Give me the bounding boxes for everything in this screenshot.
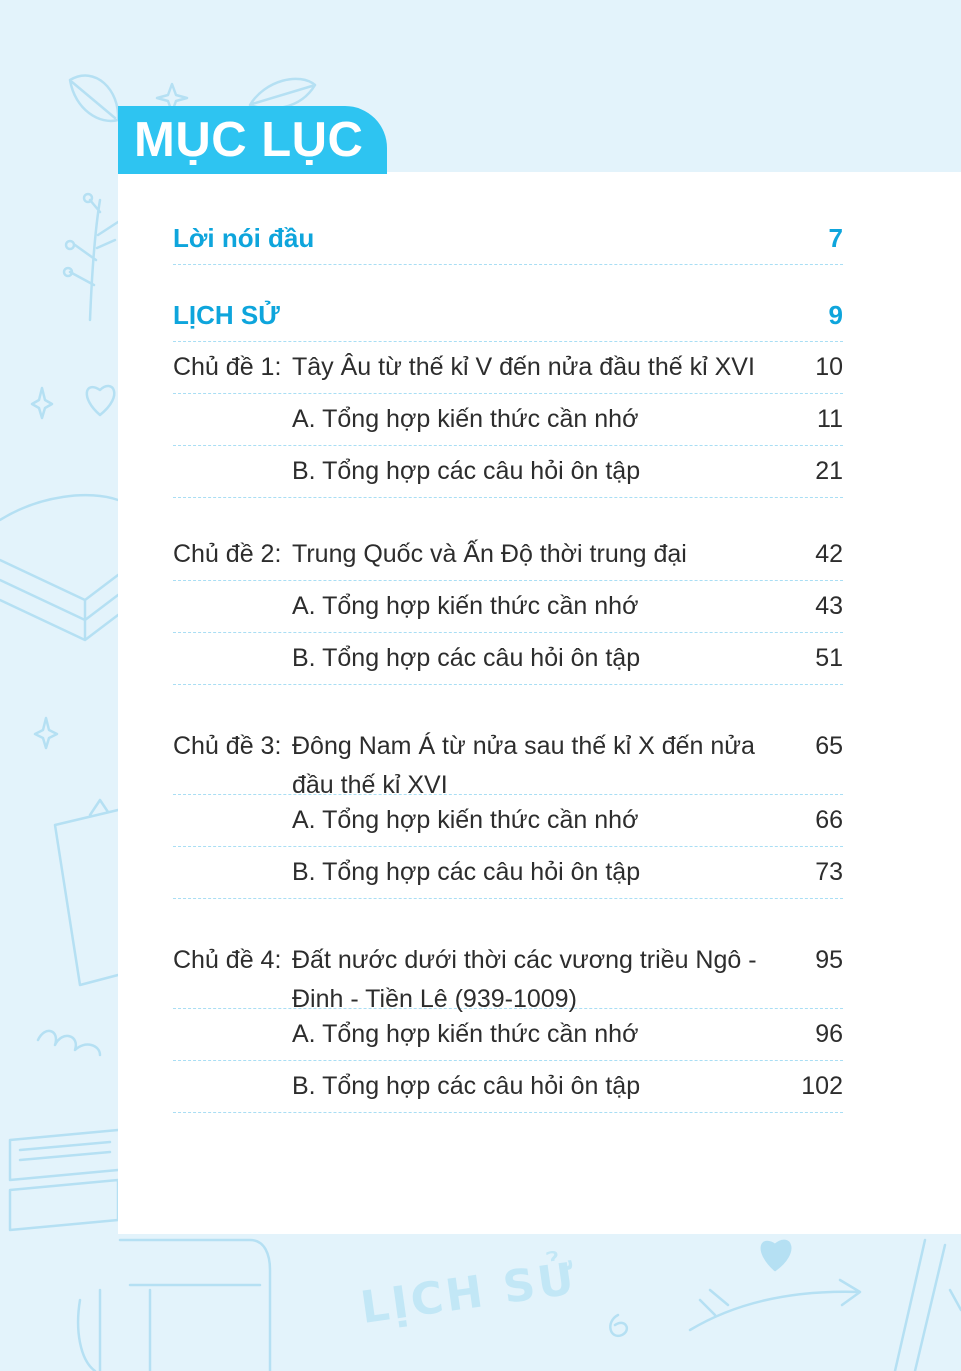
toc-page-number: 9 [828,300,843,330]
toc-heading-label: Lời nói đầu [173,223,315,253]
toc-topic-title: Trung Quốc và Ấn Độ thời trung đại [292,540,687,568]
toc-topic-label: Chủ đề 2: [173,540,282,568]
toc-row-subsection[interactable] [173,633,843,685]
toc-page-number: 51 [815,644,843,672]
toc-row-subsection[interactable] [173,581,843,633]
toc-row-subsection[interactable] [173,1009,843,1061]
toc-page-number: 42 [815,540,843,568]
toc-page-number: 96 [815,1020,843,1048]
toc-topic-title: Tây Âu từ thế kỉ V đến nửa đầu thế kỉ XVI [292,353,755,381]
toc-row-subsection[interactable] [173,394,843,446]
toc-page-number: 95 [815,946,843,974]
toc-row-section-history[interactable] [173,289,843,342]
toc-row-subsection[interactable] [173,847,843,899]
toc-page-number: 73 [815,858,843,886]
toc-row-topic-2[interactable] [173,529,843,581]
toc-subsection-title: A. Tổng hợp kiến thức cần nhớ [292,806,639,834]
page-title: MỤC LỤC [134,113,364,167]
table-of-contents [173,212,843,1113]
toc-subsection-title: B. Tổng hợp các câu hỏi ôn tập [292,457,641,485]
toc-row-subsection[interactable] [173,446,843,498]
watermark-text: LỊCH SỬ [357,1253,581,1334]
toc-row-subsection[interactable] [173,795,843,847]
toc-topic-label: Chủ đề 4: [173,946,282,974]
toc-topic-label: Chủ đề 3: [173,732,282,760]
toc-page-number: 11 [817,405,843,433]
toc-row-topic-1[interactable] [173,342,843,394]
toc-row-foreword[interactable] [173,212,843,265]
toc-row-topic-4[interactable] [173,930,843,1013]
toc-row-topic-3[interactable] [173,716,843,799]
toc-subsection-title: B. Tổng hợp các câu hỏi ôn tập [292,1072,641,1100]
toc-topic-label: Chủ đề 1: [173,353,282,381]
toc-topic-title: Đất nước dưới thời các vương triều Ngô - Đinh - Tiền Lê (939-1009) [292,946,757,1013]
toc-heading-label: LỊCH SỬ [173,300,280,330]
toc-subsection-title: A. Tổng hợp kiến thức cần nhớ [292,1020,639,1048]
toc-page-number: 66 [815,806,843,834]
toc-subsection-title: A. Tổng hợp kiến thức cần nhớ [292,592,639,620]
toc-page-number: 65 [815,732,843,760]
toc-page-number: 102 [801,1072,843,1100]
toc-page-number: 43 [815,592,843,620]
toc-topic-title: Đông Nam Á từ nửa sau thế kỉ X đến nửa đầu thế kỉ XVI [292,732,755,799]
toc-row-subsection[interactable] [173,1061,843,1113]
toc-page-number: 21 [815,457,843,485]
toc-page-number: 7 [828,223,843,253]
toc-subsection-title: B. Tổng hợp các câu hỏi ôn tập [292,858,641,886]
toc-subsection-title: B. Tổng hợp các câu hỏi ôn tập [292,644,641,672]
toc-page-number: 10 [815,353,843,381]
toc-subsection-title: A. Tổng hợp kiến thức cần nhớ [292,405,639,433]
